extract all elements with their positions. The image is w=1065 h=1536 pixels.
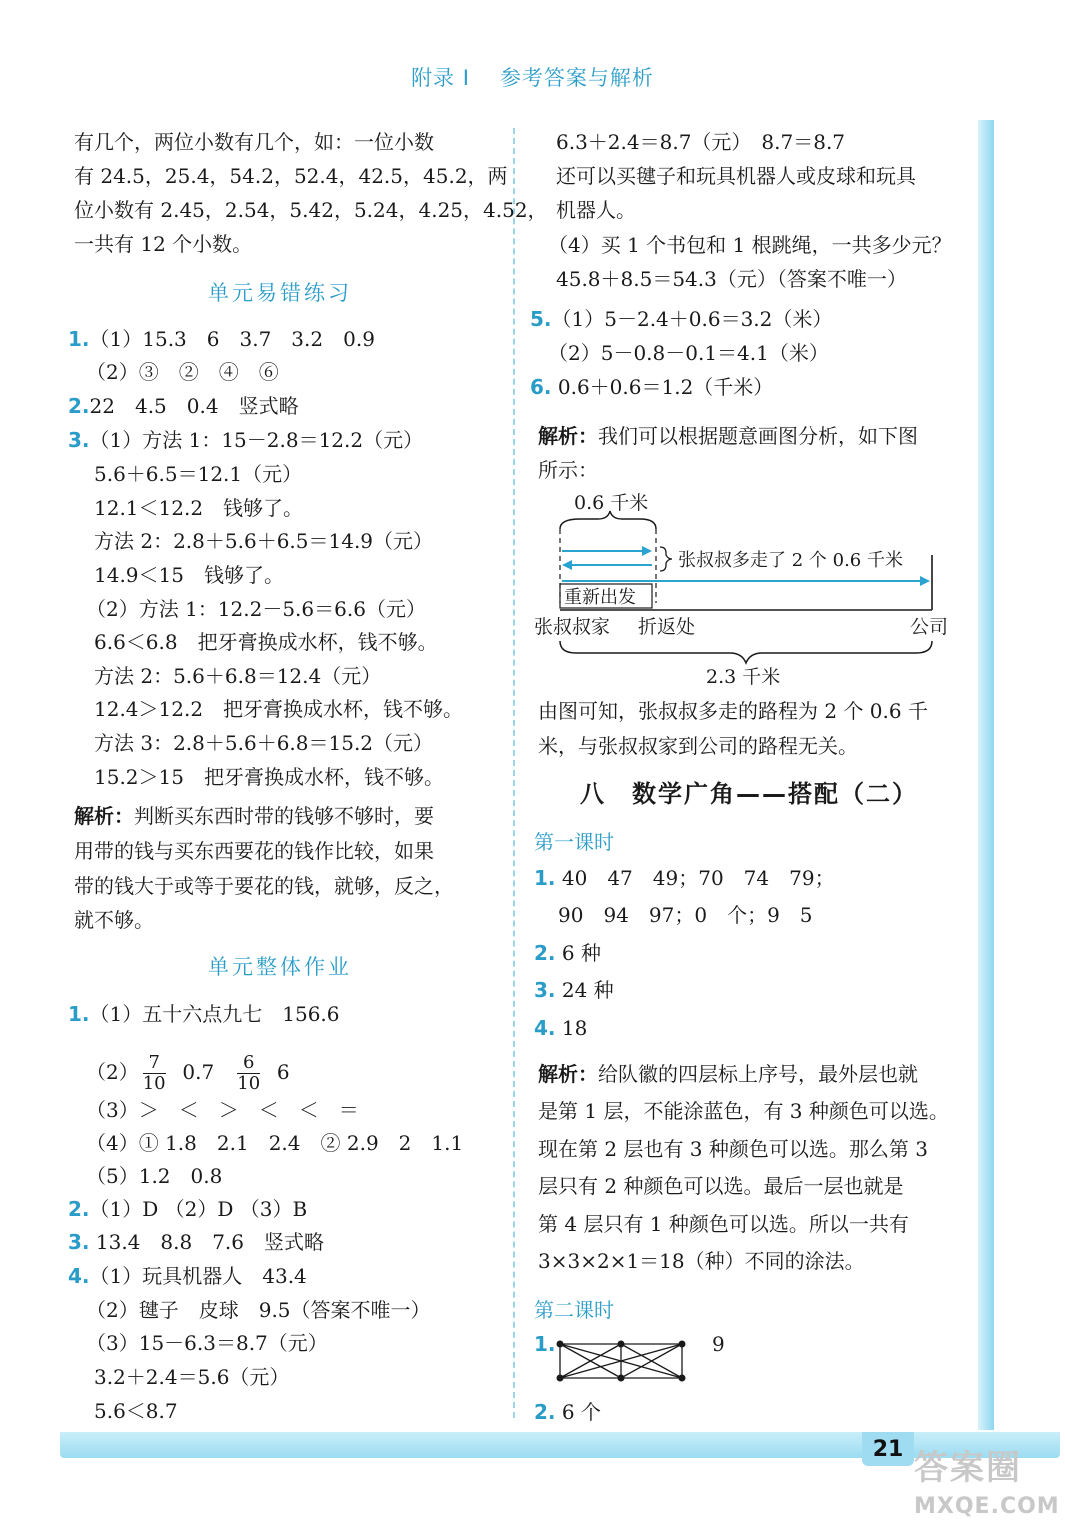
answer-text: 13.4 8.8 7.6 竖式略 xyxy=(95,1230,325,1254)
analysis-line: 就不够。 xyxy=(74,908,154,932)
answer-line xyxy=(68,392,299,420)
answer-line: 6.6＜6.8 把牙膏换成水杯，钱不够。 xyxy=(94,630,438,654)
question-number: 2. xyxy=(534,941,556,965)
answer-text: （1）五十六点九七 156.6 xyxy=(89,1002,340,1026)
analysis-line: 由图可知，张叔叔多走的路程为 2 个 0.6 千 xyxy=(538,699,928,723)
answer-line: 方法 3：2.8＋5.6＋6.8＝15.2（元） xyxy=(94,731,434,755)
answer-line: 45.8＋8.5＝54.3（元）（答案不唯一） xyxy=(556,267,907,291)
section-title-unit-homework: 单元整体作业 xyxy=(208,955,352,979)
answer-line: （3）15－6.3＝8.7（元） xyxy=(86,1331,328,1355)
pairing-diagram xyxy=(552,1336,692,1386)
answer-text: （1）玩具机器人 43.4 xyxy=(89,1264,307,1288)
right-decorative-band xyxy=(978,120,994,1430)
answer-line xyxy=(68,325,375,353)
intro-line: 一共有 12 个小数。 xyxy=(74,232,253,256)
analysis-label: 解析： xyxy=(538,424,598,448)
brace-total xyxy=(560,641,932,663)
answer-line: （2）毽子 皮球 9.5（答案不唯一） xyxy=(86,1298,431,1322)
question-number: 2. xyxy=(68,394,90,418)
answer-text: 6 种 xyxy=(561,941,601,965)
answer-text: 22 4.5 0.4 竖式略 xyxy=(89,394,299,418)
analysis-text: 给队徽的四层标上序号，最外层也就 xyxy=(598,1062,918,1086)
answer-line xyxy=(68,1262,307,1290)
question-number: 3. xyxy=(68,428,90,452)
answer-text: （1）D （2）D （3）B xyxy=(89,1197,308,1221)
answer-line: 方法 2：2.8＋5.6＋6.5＝14.9（元） xyxy=(94,529,434,553)
question-number: 4. xyxy=(534,1016,556,1040)
answer-line: （2）③ ② ④ ⑥ xyxy=(86,360,279,384)
question-number: 1. xyxy=(68,1002,90,1026)
analysis-line: 是第 1 层，不能涂蓝色，有 3 种颜色可以选。 xyxy=(538,1099,949,1123)
question-number: 1. xyxy=(534,1332,556,1356)
analysis-line xyxy=(538,1060,918,1088)
column-divider xyxy=(513,128,515,1418)
section-title-unit-errors: 单元易错练习 xyxy=(208,281,352,305)
answer-line: 6.3＋2.4＝8.7（元） 8.7＝8.7 xyxy=(556,130,846,154)
answer-line: （4）买 1 个书包和 1 根跳绳，一共多少元？ xyxy=(548,233,952,257)
answer-line xyxy=(534,976,614,1004)
answer-line xyxy=(68,426,423,454)
answer-line xyxy=(534,939,601,967)
question-number: 5. xyxy=(530,307,552,331)
analysis-line: 现在第 2 层也有 3 种颜色可以选。那么第 3 xyxy=(538,1137,928,1161)
answer-line: 15.2＞15 把牙膏换成水杯，钱不够。 xyxy=(94,765,444,789)
answer-line: 90 94 97；0 个；9 5 xyxy=(558,903,813,927)
header-appendix: 附录 I xyxy=(411,66,470,90)
analysis-label: 解析： xyxy=(538,1062,598,1086)
answer-line: 还可以买毽子和玩具机器人或皮球和玩具 xyxy=(556,164,916,188)
fraction-denominator: 10 xyxy=(237,1073,261,1094)
answer-line: 3.2＋2.4＝5.6（元） xyxy=(94,1365,290,1389)
answer-line: 机器人。 xyxy=(556,198,636,222)
answer-line xyxy=(68,1195,307,1223)
brace-extra xyxy=(660,547,672,571)
return-arrow-head xyxy=(562,560,572,570)
analysis-label: 解析： xyxy=(74,804,134,828)
answer-line: 14.9＜15 钱够了。 xyxy=(94,563,284,587)
answer-line xyxy=(68,1228,324,1256)
answer-text: 40 47 49；70 74 79； xyxy=(561,866,835,890)
watermark-logo xyxy=(910,1440,1060,1530)
diagram-label-restart: 重新出发 xyxy=(564,587,636,608)
question-number: 1. xyxy=(534,866,556,890)
fraction-denominator: 10 xyxy=(142,1073,166,1094)
diagram-label-company: 公司 xyxy=(910,616,949,638)
answer-line-fractions xyxy=(86,1050,290,1094)
question-number: 4. xyxy=(68,1264,90,1288)
analysis-text: 判断买东西时带的钱够不够时，要 xyxy=(134,804,434,828)
route-diagram xyxy=(530,485,970,690)
diagram-label-extra: 张叔叔多走了 2 个 0.6 千米 xyxy=(678,550,903,571)
question-number: 6. xyxy=(530,375,552,399)
analysis-line: 第 4 层只有 1 种颜色可以选。所以一共有 xyxy=(538,1212,909,1236)
answer-line: （4）① 1.8 2.1 2.4 ② 2.9 2 1.1 xyxy=(86,1131,464,1155)
lesson-2-title: 第二课时 xyxy=(534,1298,614,1322)
fraction-7-10 xyxy=(143,1053,166,1094)
answer-line xyxy=(530,305,832,333)
question-number: 2. xyxy=(68,1197,90,1221)
page-number: 21 xyxy=(862,1432,914,1466)
answer-line xyxy=(68,1000,340,1028)
watermark-url: MXQE.COM xyxy=(914,1494,1060,1519)
answer-text: （2） xyxy=(86,1060,139,1084)
analysis-line xyxy=(74,802,434,830)
answer-text: 0.7 xyxy=(182,1060,215,1084)
analysis-line: 带的钱大于或等于要花的钱，就够，反之， xyxy=(74,874,454,898)
answer-line xyxy=(534,1398,601,1426)
answer-line xyxy=(534,864,835,892)
answer-text: 0.6＋0.6＝1.2（千米） xyxy=(557,375,774,399)
diagram-label-home: 张叔叔家 xyxy=(534,616,611,638)
page-header xyxy=(0,62,1065,92)
watermark-text: 答案圈 xyxy=(914,1448,1022,1488)
forward-arrow-head xyxy=(642,546,652,556)
answer-text: （1）15.3 6 3.7 3.2 0.9 xyxy=(89,327,375,351)
question-number: 3. xyxy=(534,978,556,1002)
answer-line xyxy=(534,1014,587,1042)
analysis-line: 3×3×2×1＝18（种）不同的涂法。 xyxy=(538,1249,865,1273)
answer-text: 6 xyxy=(276,1060,290,1084)
analysis-line: 米，与张叔叔家到公司的路程无关。 xyxy=(538,734,858,758)
analysis-line: 层只有 2 种颜色可以选。最后一层也就是 xyxy=(538,1174,904,1198)
intro-line: 有几个，两位小数有几个，如：一位小数 xyxy=(74,130,434,154)
chapter-8-title: 八 数学广角——搭配（二） xyxy=(580,780,918,808)
header-title: 参考答案与解析 xyxy=(499,66,654,90)
answer-line: 方法 2：5.6＋6.8＝12.4（元） xyxy=(94,664,382,688)
diagram-label-turn: 折返处 xyxy=(638,616,696,638)
answer-text: 18 xyxy=(561,1016,588,1040)
answer-line: 12.1＜12.2 钱够了。 xyxy=(94,496,304,520)
answer-text: （1）方法 1：15－2.8＝12.2（元） xyxy=(89,428,424,452)
analysis-line xyxy=(538,422,918,450)
analysis-text: 我们可以根据题意画图分析，如下图 xyxy=(598,424,918,448)
lesson-1-title: 第一课时 xyxy=(534,830,614,854)
fraction-numerator: 6 xyxy=(237,1053,260,1074)
analysis-line: 用带的钱与买东西要花的钱作比较，如果 xyxy=(74,839,434,863)
question-number: 2. xyxy=(534,1400,556,1424)
answer-line: 5.6＜8.7 xyxy=(94,1399,178,1423)
answer-text: 9 xyxy=(712,1332,725,1356)
diagram-label-0.6km: 0.6 千米 xyxy=(574,492,649,514)
answer-text: （1）5－2.4＋0.6＝3.2（米） xyxy=(551,307,833,331)
answer-line: 12.4＞12.2 把牙膏换成水杯，钱不够。 xyxy=(94,697,464,721)
intro-line: 有 24.5，25.4，54.2，52.4，42.5，45.2，两 xyxy=(74,164,508,188)
answer-line: 5.6＋6.5＝12.1（元） xyxy=(94,462,303,486)
fraction-6-10 xyxy=(237,1053,260,1094)
analysis-line: 所示： xyxy=(538,458,598,482)
answer-line: （5）1.2 0.8 xyxy=(86,1164,223,1188)
fraction-numerator: 7 xyxy=(143,1053,166,1074)
question-number: 3. xyxy=(68,1230,90,1254)
answer-line: （3）＞ ＜ ＞ ＜ ＜ ＝ xyxy=(86,1098,359,1122)
answer-line: （2）方法 1：12.2－5.6＝6.6（元） xyxy=(86,597,426,621)
answer-line: （2）5－0.8－0.1＝4.1（米） xyxy=(548,341,829,365)
answer-text: 6 个 xyxy=(561,1400,601,1424)
answer-text: 24 种 xyxy=(561,978,614,1002)
restart-arrow-head xyxy=(920,576,930,586)
question-number: 1. xyxy=(68,327,90,351)
diagram-label-total: 2.3 千米 xyxy=(706,666,781,688)
answer-line xyxy=(530,373,773,401)
intro-line: 位小数有 2.45，2.54，5.42，5.24，4.25，4.52， xyxy=(74,198,548,222)
